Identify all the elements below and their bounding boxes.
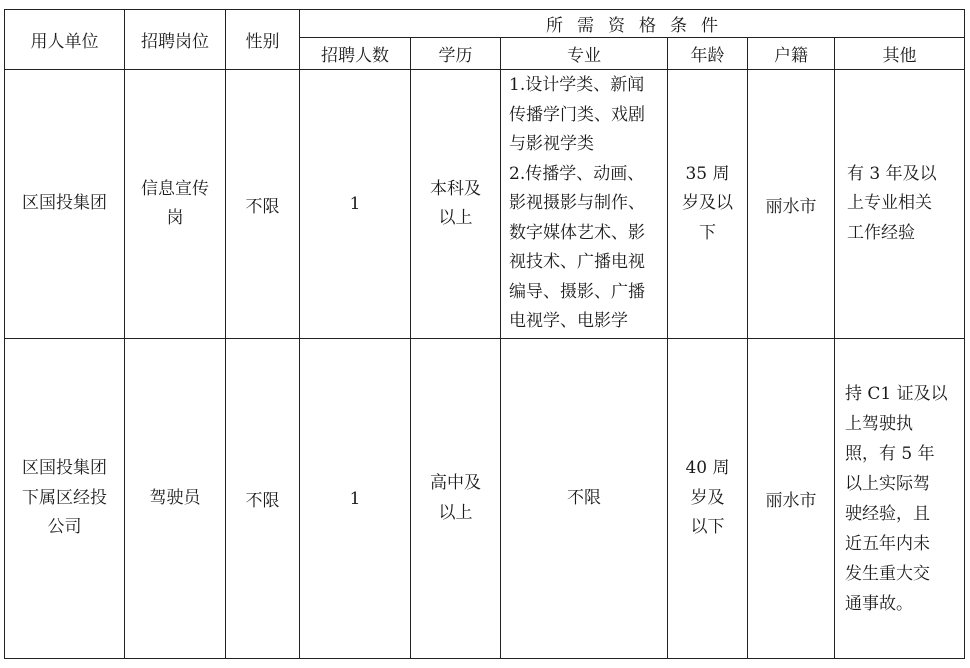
header-unit: 用人单位 <box>5 10 125 70</box>
cell-text-line: 岁及以 <box>682 193 733 214</box>
cell-text-line: 传播学门类、戏剧 <box>509 104 645 125</box>
cell-text-line: 编导、摄影、广播 <box>509 281 645 302</box>
cell-gender: 不限 <box>226 70 300 339</box>
cell-text-line: 与影视学类 <box>509 134 594 155</box>
cell-text-line: 工作经验 <box>847 222 915 243</box>
cell-text-line: 电视学、电影学 <box>509 311 628 332</box>
cell-text-line: 40 周 <box>685 458 730 479</box>
cell-text-line: 本科及 <box>430 178 481 199</box>
cell-count: 1 <box>300 70 411 339</box>
cell-other <box>835 70 965 339</box>
cell-text-line: 区国投集团 <box>22 458 107 479</box>
cell-text-line: 上专业相关 <box>847 193 932 214</box>
cell-text-line: 通事故。 <box>845 593 913 614</box>
cell-age <box>668 70 748 339</box>
cell-text-line: 不限 <box>567 487 601 508</box>
recruitment-table <box>4 9 965 659</box>
cell-text-line: 有 3 年及以 <box>847 163 937 184</box>
cell-unit <box>5 339 125 659</box>
cell-text-line: 35 周 <box>685 163 730 184</box>
header-gender: 性别 <box>226 10 300 70</box>
cell-text-line: 下属区经投 <box>22 487 107 508</box>
cell-text-line: 影视摄影与制作、 <box>509 193 645 214</box>
header-position: 招聘岗位 <box>125 10 226 70</box>
cell-text-line: 2.传播学、动画、 <box>509 163 645 184</box>
cell-count: 1 <box>300 339 411 659</box>
cell-text-line: 上驾驶执 <box>845 413 913 434</box>
cell-text-line: 以下 <box>690 517 725 538</box>
cell-text-line: 以上 <box>438 208 473 228</box>
table-row <box>5 339 965 659</box>
header-hukou: 户籍 <box>748 38 835 70</box>
cell-text-line: 信息宣传 <box>141 178 209 199</box>
cell-text-line: 岗 <box>166 208 184 228</box>
cell-hukou: 丽水市 <box>748 339 835 659</box>
header-major: 专业 <box>501 38 668 70</box>
cell-text-line: 持 C1 证及以 <box>845 383 948 404</box>
header-other: 其他 <box>835 38 965 70</box>
cell-text-line: 以上 <box>438 502 473 523</box>
header-requirements-group: 所需资格条件 <box>300 10 965 38</box>
cell-unit <box>5 70 125 339</box>
cell-text-line: 1.设计学类、新闻 <box>509 75 645 96</box>
cell-text-line: 岁及 <box>690 487 725 508</box>
cell-text-line: 驾驶员 <box>149 487 201 508</box>
cell-major <box>501 339 668 659</box>
cell-other <box>835 339 965 659</box>
cell-text-line: 视技术、广播电视 <box>509 252 645 273</box>
cell-text-line: 以上实际驾 <box>845 473 930 494</box>
cell-hukou: 丽水市 <box>748 70 835 339</box>
cell-text-line: 下 <box>699 222 716 243</box>
cell-education <box>411 70 501 339</box>
cell-position <box>125 70 226 339</box>
cell-text-line: 近五年内未 <box>845 533 930 554</box>
cell-text-line: 公司 <box>47 517 82 538</box>
cell-text-line: 数字媒体艺术、影 <box>509 222 645 243</box>
cell-text-line: 照，有 5 年 <box>845 443 935 464</box>
table-row <box>5 70 965 339</box>
cell-education <box>411 339 501 659</box>
cell-text-line: 发生重大交 <box>845 563 930 584</box>
cell-major <box>501 70 668 339</box>
cell-text-line: 高中及 <box>430 473 481 493</box>
header-age: 年龄 <box>668 38 748 70</box>
header-count: 招聘人数 <box>300 38 411 70</box>
cell-position <box>125 339 226 659</box>
cell-text-line: 区国投集团 <box>22 193 107 214</box>
cell-gender: 不限 <box>226 339 300 659</box>
cell-text-line: 驶经验，且 <box>845 503 930 524</box>
cell-age <box>668 339 748 659</box>
header-education: 学历 <box>411 38 501 70</box>
